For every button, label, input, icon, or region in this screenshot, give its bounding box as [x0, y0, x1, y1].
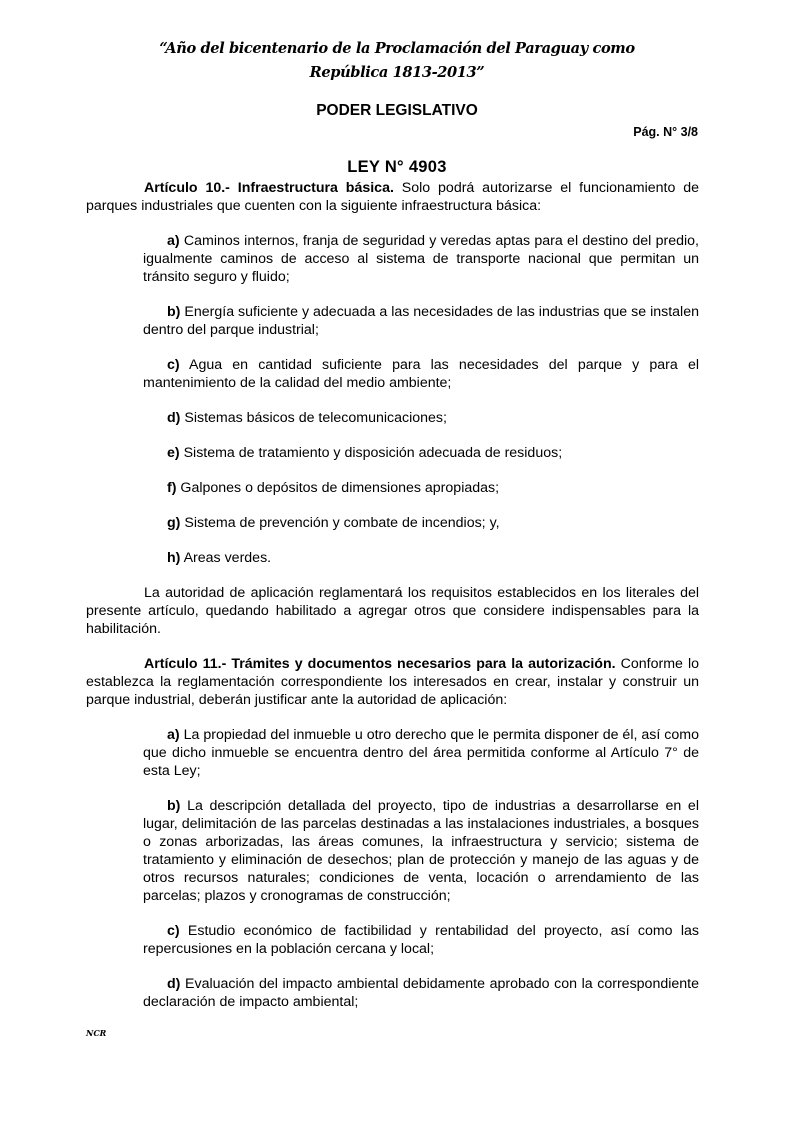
- item-text: Evaluación del impacto ambiental debidamente aprobado con la correspondiente declaración de impacto ambiental;: [143, 976, 699, 1010]
- article-10-item: [143, 232, 699, 286]
- item-letter: d): [167, 410, 181, 426]
- item-letter: d): [167, 976, 181, 992]
- document-body: [86, 179, 699, 1028]
- item-letter: a): [167, 727, 180, 743]
- item-text: La descripción detallada del proyecto, tipo de industrias a desarrollarse en el lugar, delimitación de las parcelas destinadas a las instalaciones industriales, a bosques o zonas arborizadas, las áreas comunes, la infraestructura y servicio; sistema de tratamiento y eliminación de desechos; plan de protección y manejo de las aguas y de otros recursos naturales; condiciones de venta, locación o arrendamiento de las parcelas; plazos y cronogramas de construcción;: [143, 798, 699, 904]
- article-11-heading: Trámites y documentos necesarios para la autorización.: [231, 656, 616, 672]
- item-text: Energía suficiente y adecuada a las necesidades de las industrias que se instalen dentro del parque industrial;: [143, 304, 699, 338]
- item-text: Caminos internos, franja de seguridad y veredas aptas para el destino del predio, igualmente caminos de acceso al sistema de transporte nacional que permitan un tránsito seguro y fluido;: [143, 233, 699, 285]
- article-10-intro: [86, 179, 699, 215]
- article-10-item: [143, 549, 699, 567]
- item-text: Estudio económico de factibilidad y rentabilidad del proyecto, así como las repercusiones en la población cercana y local;: [143, 923, 699, 957]
- item-letter: c): [167, 923, 180, 939]
- item-text: La propiedad del inmueble u otro derecho que le permita disponer de él, así como que dicho inmueble se encuentra dentro del área permitida conforme al Artículo 7° de esta Ley;: [143, 727, 699, 779]
- item-letter: g): [167, 515, 181, 531]
- footer-initials: NCR: [86, 1028, 107, 1038]
- article-10-heading: Infraestructura básica.: [237, 180, 394, 196]
- article-11-text: Conforme lo establezca la reglamentación correspondiente los interesados en crear, instalar y construir un parque industrial, deberán justificar ante la autoridad de aplicación:: [86, 656, 699, 708]
- article-11-intro: [86, 655, 699, 709]
- branch-title: PODER LEGISLATIVO: [316, 102, 478, 119]
- item-letter: b): [167, 304, 181, 320]
- article-11-item: [143, 922, 699, 958]
- article-11-label: Artículo 11.-: [144, 656, 227, 672]
- article-11-item: [143, 975, 699, 1011]
- article-10-label: Artículo 10.-: [144, 180, 230, 196]
- item-text: Agua en cantidad suficiente para las necesidades del parque y para el mantenimiento de la calidad del medio ambiente;: [143, 357, 699, 391]
- article-10-item: [143, 356, 699, 392]
- item-text: Sistema de prevención y combate de incendios; y,: [184, 515, 500, 531]
- item-letter: c): [167, 357, 180, 373]
- item-text: Areas verdes.: [183, 550, 272, 566]
- page-number: Pág. N° 3/8: [633, 125, 698, 139]
- item-text: Sistemas básicos de telecomunicaciones;: [184, 410, 447, 426]
- article-11-item: [143, 797, 699, 905]
- item-text: Sistema de tratamiento y disposición adecuada de residuos;: [183, 445, 563, 461]
- article-10-text: Solo podrá autorizarse el funcionamiento de parques industriales que cuenten con la siguiente infraestructura básica:: [86, 180, 700, 214]
- article-10-item: [143, 514, 699, 532]
- item-letter: f): [167, 480, 177, 496]
- article-10-item: [143, 479, 699, 497]
- item-letter: b): [167, 798, 181, 814]
- article-10-closing: La autoridad de aplicación reglamentará los requisitos establecidos en los literales del presente artículo, quedando habilitado a agregar otros que considere indispensables para la habilitación.: [86, 585, 699, 637]
- header-motto: “Año del bicentenario de la Proclamación del Paraguay como República 1813-2013”: [159, 40, 635, 81]
- item-letter: e): [167, 445, 180, 461]
- item-letter: a): [167, 233, 180, 249]
- item-text: Galpones o depósitos de dimensiones apropiadas;: [180, 480, 500, 496]
- article-10-item: [143, 409, 699, 427]
- item-letter: h): [167, 550, 181, 566]
- article-11-item: [143, 726, 699, 780]
- article-10-item: [143, 444, 699, 462]
- article-10-item: [143, 303, 699, 339]
- law-title: LEY N° 4903: [347, 158, 447, 176]
